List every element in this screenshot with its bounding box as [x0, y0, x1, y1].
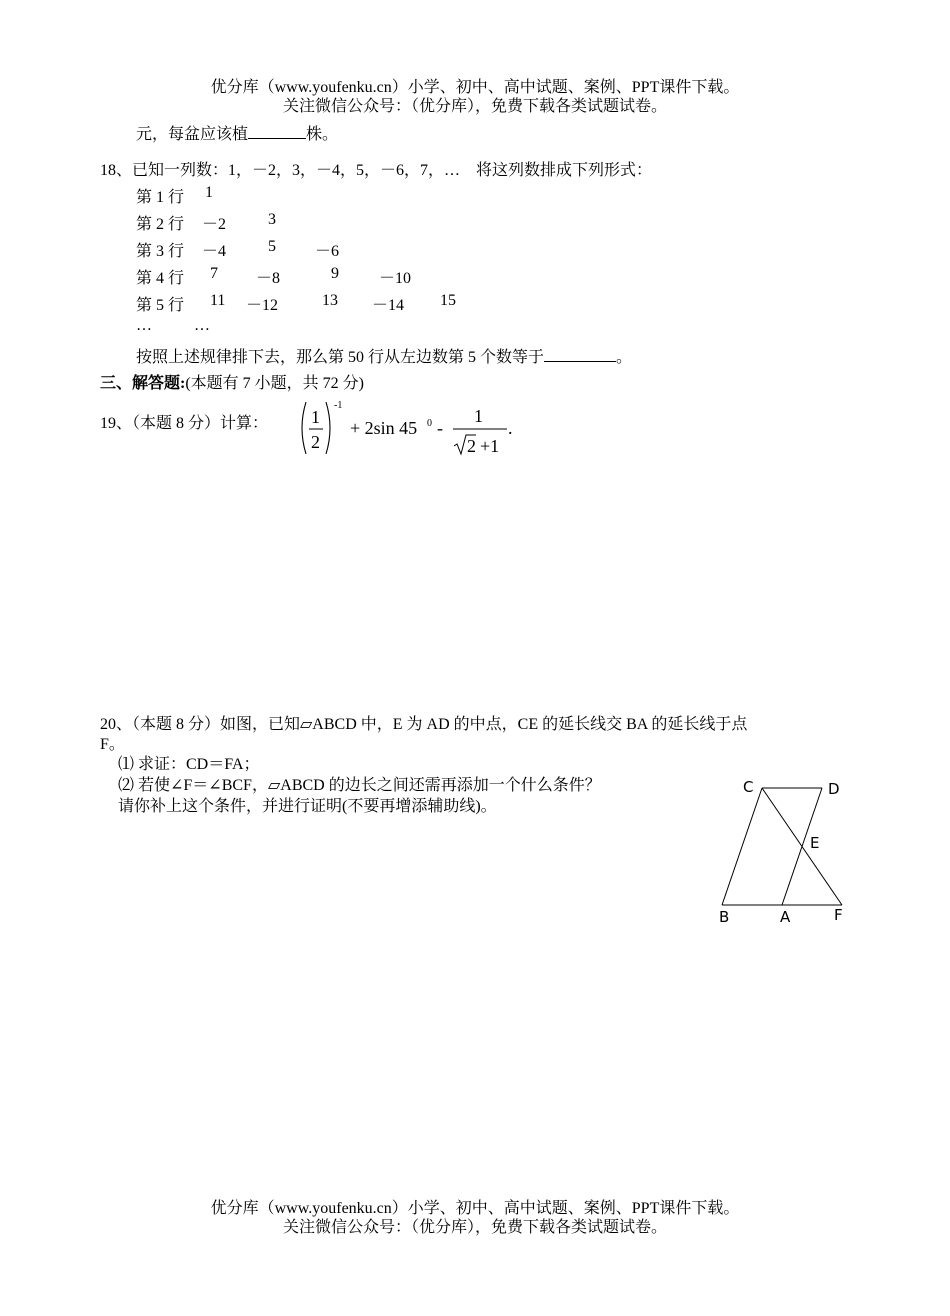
answer-blank[interactable] — [544, 360, 616, 362]
footer-line-2: 关注微信公众号：（优分库），免费下载各类试题试卷。 — [282, 1219, 667, 1236]
minus-sign: - — [437, 418, 443, 438]
row-value: 13 — [322, 292, 338, 309]
degree-mark: 0 — [427, 418, 432, 429]
ellipsis: … — [136, 317, 152, 334]
second-numerator: 1 — [474, 406, 483, 426]
point-label-b: B — [719, 908, 730, 926]
fraction-numerator: 1 — [311, 407, 320, 427]
row-value: 5 — [268, 238, 276, 255]
q20-part-2b: 请你补上这个条件，并进行证明(不要再增添辅助线)。 — [118, 798, 497, 815]
row-value: －8 — [256, 270, 281, 287]
answer-blank[interactable] — [248, 137, 306, 139]
point-label-a: A — [780, 908, 791, 926]
q17-text-after: 株。 — [306, 126, 339, 143]
section-title: 三、解答题: — [100, 375, 186, 392]
row-label: 第 5 行 — [136, 297, 185, 314]
row-value: －4 — [202, 243, 227, 260]
row-value: －12 — [246, 297, 279, 314]
row-label: 第 4 行 — [136, 270, 185, 287]
period: . — [508, 418, 513, 438]
row-label: 第 1 行 — [136, 189, 185, 206]
q18-stem: 18、已知一列数：1，－2，3，－4，5，－6，7，… 将这列数排成下列形式： — [100, 162, 653, 179]
q20-stem-line-1: 20、（本题 8 分）如图，已知▱ABCD 中，E 为 AD 的中点，CE 的延长线交 BA 的延长线于点 — [100, 716, 748, 733]
radicand: 2 — [467, 436, 476, 456]
row-label: 第 3 行 — [136, 243, 185, 260]
denominator-rest: +1 — [480, 436, 500, 456]
section-note: (本题有 7 小题，共 72 分) — [185, 375, 365, 392]
point-label-d: D — [828, 780, 840, 798]
row-value: 3 — [268, 211, 276, 228]
header-line-1: 优分库（www.youfenku.cn）小学、初中、高中试题、案例、PPT课件下载。 — [210, 79, 740, 96]
point-label-c: C — [743, 778, 754, 796]
row-value: 1 — [205, 184, 213, 201]
left-paren — [302, 402, 306, 454]
row-value: －6 — [315, 243, 340, 260]
segment-cf — [762, 788, 842, 905]
q17-text-before: 元，每盆应该植 — [136, 126, 249, 143]
q18-question — [136, 344, 632, 367]
header-line-2: 关注微信公众号：（优分库），免费下载各类试题试卷。 — [282, 98, 667, 115]
right-paren — [326, 402, 330, 454]
fraction-denominator: 2 — [311, 432, 320, 452]
row-value: 7 — [210, 265, 218, 282]
q19-formula — [296, 396, 526, 462]
point-label-e: E — [810, 834, 820, 852]
row-value: 15 — [440, 292, 456, 309]
sine-term: + 2sin 45 — [350, 418, 418, 438]
row-value: －10 — [379, 270, 412, 287]
row-label: 第 2 行 — [136, 216, 185, 233]
section-heading — [100, 370, 364, 393]
q20-part-1: ⑴ 求证：CD＝FA； — [118, 756, 260, 773]
segment-cb — [722, 788, 762, 905]
point-label-f: F — [834, 906, 843, 924]
footer-line-1: 优分库（www.youfenku.cn）小学、初中、高中试题、案例、PPT课件下载。 — [210, 1200, 740, 1217]
exponent: -1 — [334, 400, 343, 411]
row-value: 11 — [210, 292, 226, 309]
row-value: －14 — [372, 297, 405, 314]
parallelogram-figure — [710, 772, 860, 932]
q17-tail — [136, 121, 338, 144]
q20-part-2: ⑵ 若使∠F＝∠BCF，▱ABCD 的边长之间还需再添加一个什么条件？ — [118, 777, 601, 794]
row-value: 9 — [331, 265, 339, 282]
row-value: －2 — [202, 216, 227, 233]
ellipsis: … — [194, 317, 210, 334]
q20-stem-line-2: F。 — [100, 736, 125, 753]
q18-question-end: 。 — [616, 349, 633, 366]
q19-label: 19、（本题 8 分）计算： — [100, 415, 269, 432]
q18-question-text: 按照上述规律排下去，那么第 50 行从左边数第 5 个数等于 — [136, 349, 545, 366]
